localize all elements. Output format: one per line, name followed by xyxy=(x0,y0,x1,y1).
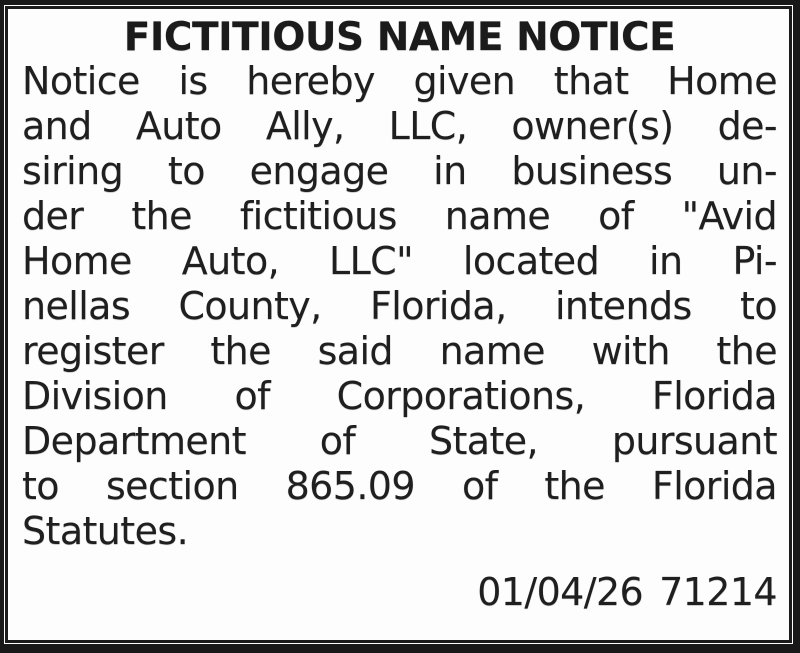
notice-body-line: Notice is hereby given that Home xyxy=(22,59,777,103)
notice-body-line: Statutes. xyxy=(22,509,189,553)
notice-body-line: Department of State, pursuant xyxy=(22,419,777,463)
publish-date: 01/04/26 xyxy=(477,570,644,614)
notice-body-line: nellas County, Florida, intends to xyxy=(22,284,777,328)
notice-title: FICTITIOUS NAME NOTICE xyxy=(123,15,676,60)
ad-number: 71214 xyxy=(659,570,777,614)
notice-body-line: siring to engage in business un- xyxy=(22,149,777,193)
notice-body-line: to section 865.09 of the Florida xyxy=(22,464,777,508)
ad-footer xyxy=(22,570,777,615)
notice-body-line: Division of Corporations, Florida xyxy=(22,374,777,418)
notice-body-line: der the fictitious name of "Avid xyxy=(22,194,777,238)
ad-paper xyxy=(4,5,793,644)
notice-body-line: register the said name with the xyxy=(22,329,777,373)
ad-border xyxy=(5,6,792,643)
notice-body-line: and Auto Ally, LLC, owner(s) de- xyxy=(22,104,777,148)
notice-body xyxy=(22,59,777,554)
notice-body-line: Home Auto, LLC" located in Pi- xyxy=(22,239,777,283)
